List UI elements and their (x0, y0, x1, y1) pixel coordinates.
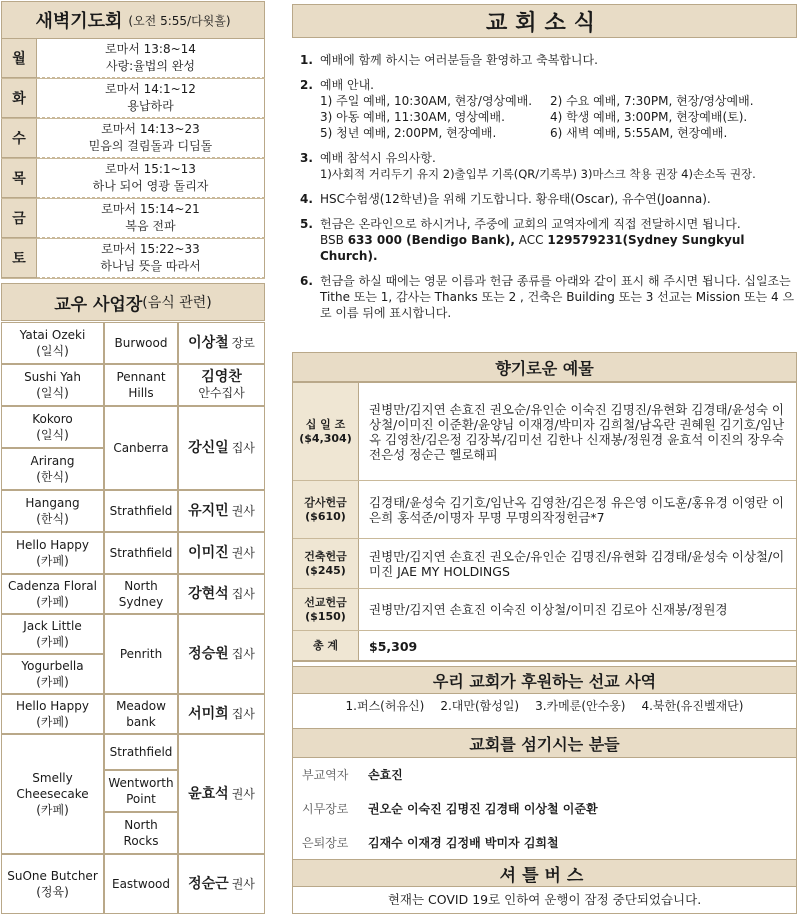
dawn-day: 화 (1, 79, 37, 118)
owner-name: 정순근 (188, 876, 229, 892)
shop-type: (카페) (36, 675, 69, 689)
church-news-title: 교회소식 (485, 10, 603, 36)
dawn-row (1, 79, 265, 119)
dawn-theme: 사랑:율법의 완성 (105, 59, 195, 73)
shop-cell (1, 448, 104, 490)
offering-table (292, 382, 797, 662)
news-text: 헌금은 온라인으로 하시거나, 주중에 교회의 교역자에게 직접 전달하시면 됩니다. (320, 217, 741, 231)
offering-type: 십 일 조 (305, 417, 346, 431)
servant-row (302, 800, 598, 817)
shuttle-header (292, 859, 797, 887)
dawn-ref: 로마서 14:1~12 (105, 82, 196, 96)
servant-role: 시무장로 (302, 802, 349, 816)
servant-role: 은퇴장로 (302, 836, 349, 850)
shop-type: (카페) (36, 803, 69, 817)
owner-cell (178, 734, 265, 854)
servant-names: 손효진 (368, 768, 403, 782)
shop-type: (카페) (36, 635, 69, 649)
dawn-row (1, 39, 265, 79)
owner-name: 강현석 (188, 586, 229, 602)
owner-cell (178, 364, 265, 406)
owner-cell (178, 406, 265, 490)
dawn-day: 금 (1, 199, 37, 238)
offering-type: 건축헌금 (304, 549, 347, 563)
shop-type: (카페) (36, 595, 69, 609)
shop-type: (일식) (36, 344, 69, 358)
dawn-reading (37, 79, 265, 118)
dawn-reading (37, 119, 265, 158)
owner-title: 권사 (231, 546, 255, 560)
church-news-header (292, 4, 797, 38)
news-item (300, 150, 795, 182)
owner-title: 집사 (231, 587, 255, 601)
shop-name: Arirang (30, 454, 75, 468)
dawn-row (1, 119, 265, 159)
right-column (292, 4, 797, 914)
news-text: 예배 참석시 유의사항. (320, 151, 436, 165)
servants-title: 교회를 섬기시는 분들 (469, 734, 620, 754)
service-entry: 1) 주일 예배, 10:30AM, 현장/영상예배. (320, 94, 533, 108)
offering-label (293, 631, 359, 661)
offering-names: 김경태/윤성숙 김기호/임난옥 김영찬/김은정 유은영 이도훈/홍유경 이영란 이은희 홍석준/이명자 무명 무명의작정헌금*7 (369, 494, 785, 525)
offering-row (293, 481, 796, 539)
shop-type: (한식) (36, 512, 69, 526)
mission-item: 1.퍼스(허유신) (345, 699, 425, 713)
shop-cell (1, 694, 104, 734)
location-cell: Pennant Hills (104, 364, 178, 406)
shop-name: Cadenza Floral (7, 579, 97, 593)
shop-name: SuOne Butcher (7, 869, 98, 883)
location-cell: Strathfield (104, 490, 178, 532)
news-number: 2. (300, 78, 313, 92)
bank-account: 129579231(Sydney Sungkyul Church). (320, 233, 745, 263)
shop-name: Hangang (25, 496, 80, 510)
owner-name: 정승원 (188, 646, 229, 662)
mission-list (292, 697, 797, 714)
owner-name: 이상철 (188, 335, 229, 351)
owner-title: 권사 (231, 787, 255, 801)
shop-cell (1, 406, 104, 448)
dawn-theme: 복음 전파 (125, 219, 176, 233)
business-header (1, 283, 265, 321)
news-number: 3. (300, 151, 313, 165)
dawn-ref: 로마서 15:1~13 (105, 162, 196, 176)
offering-amount: ($245) (305, 563, 346, 577)
offering-names: 권병만/김지연 손효진 권오순/유인순 김명진/유현화 김경태/윤성숙 이상철/이미진 JAE MY HOLDINGS (369, 548, 785, 579)
business-subtitle: (음식 관련) (142, 295, 212, 311)
dawn-row (1, 239, 265, 279)
shuttle-title: 셔틀버스 (499, 865, 590, 886)
dawn-theme: 하나님 뜻을 따라서 (100, 259, 201, 273)
shop-cell (1, 364, 104, 406)
shop-type: (일식) (36, 386, 69, 400)
shuttle-notice: 현재는 COVID 19로 인하여 운행이 잠정 중단되었습니다. (387, 892, 702, 907)
owner-cell (178, 490, 265, 532)
service-entry: 6) 새벽 예배, 5:55AM, 현장예배. (550, 126, 728, 140)
offering-label (293, 481, 359, 538)
owner-title: 안수집사 (198, 386, 245, 400)
shop-type: (한식) (36, 470, 69, 484)
offering-row (293, 631, 796, 661)
offering-header (292, 352, 797, 382)
dawn-reading (37, 239, 265, 278)
owner-name: 윤효석 (188, 786, 229, 802)
owner-title: 권사 (231, 877, 255, 891)
shop-name: Jack Little (23, 619, 82, 633)
location-cell: Penrith (104, 614, 178, 694)
news-item (300, 191, 795, 207)
news-number: 6. (300, 274, 313, 288)
dawn-row (1, 199, 265, 239)
location-cell: Strathfield (104, 532, 178, 574)
service-entry: 3) 아동 예배, 11:30AM, 영상예배. (320, 110, 505, 124)
news-item (300, 273, 795, 321)
shop-name: Sushi Yah (24, 370, 81, 384)
offering-title: 향기로운 예물 (495, 358, 594, 378)
shop-cell (1, 734, 104, 854)
offering-label (293, 539, 359, 588)
bank-details (320, 232, 795, 264)
service-schedule (320, 93, 795, 141)
shop-cell (1, 614, 104, 654)
dawn-day: 토 (1, 239, 37, 278)
owner-title: 집사 (231, 707, 255, 721)
dawn-ref: 로마서 13:8~14 (105, 42, 196, 56)
location-cell: Canberra (104, 406, 178, 490)
shop-cell (1, 854, 104, 914)
offering-amount: ($4,304) (299, 431, 352, 445)
location-cell: North Rocks (104, 812, 178, 854)
owner-title: 장로 (231, 336, 255, 350)
news-item (300, 52, 795, 68)
news-item (300, 77, 795, 141)
news-text: 예배 안내. (320, 78, 374, 92)
shop-name: Hello Happy (16, 699, 89, 713)
offering-total: $5,309 (369, 638, 418, 654)
shop-cell (1, 574, 104, 614)
caution-list: 1)사회적 거리두기 유지 2)출입부 기록(QR/기록부) 3)마스크 착용 권장 4)손소독 권장. (320, 167, 756, 181)
owner-cell (178, 694, 265, 734)
servant-row (302, 766, 403, 783)
location-cell: Burwood (104, 322, 178, 364)
shop-cell (1, 322, 104, 364)
offering-names: 권병만/김지연 손효진 권오순/유인순 이숙진 김명진/유현화 김경태/윤성숙 이상철/이미진 이준환/윤양님 이재경/박미자 김희철/남옥란 권혜원 김기호/임난옥 김영찬/김은정 김장복/김미선 김한나 신재봉/정원경 윤효석 이진의 장우숙 전은성 정순근 헬로해피 (369, 401, 785, 462)
mission-item: 4.북한(유진벨재단) (641, 699, 744, 713)
service-entry: 5) 청년 예배, 2:00PM, 현장예배. (320, 126, 497, 140)
owner-title: 집사 (231, 647, 255, 661)
owner-name: 유지민 (188, 503, 229, 519)
dawn-day: 월 (1, 39, 37, 78)
shop-type: (카페) (36, 715, 69, 729)
bank-acc-label: ACC (514, 233, 548, 247)
owner-cell (178, 574, 265, 614)
location-cell: Wentworth Point (104, 770, 178, 812)
mission-item: 2.대만(함성일) (440, 699, 520, 713)
dawn-theme: 하나 되어 영광 돌리자 (92, 179, 209, 193)
dawn-prayer-table (1, 39, 265, 279)
owner-name: 이미진 (188, 545, 229, 561)
shop-cell (1, 532, 104, 574)
offering-amount: ($610) (305, 509, 346, 523)
servant-role: 부교역자 (302, 768, 349, 782)
news-item (300, 216, 795, 264)
servant-names: 권오순 이숙진 김명진 김경태 이상철 이준환 (368, 802, 598, 816)
owner-cell (178, 322, 265, 364)
dawn-ref: 로마서 14:13~23 (101, 122, 200, 136)
servant-row (302, 834, 559, 851)
shop-name: Kokoro (32, 412, 73, 426)
shop-type: (카페) (36, 554, 69, 568)
shop-cell (1, 490, 104, 532)
offering-row (293, 589, 796, 631)
shop-type: (정육) (36, 885, 69, 899)
dawn-reading (37, 159, 265, 198)
left-column (1, 1, 265, 915)
shop-name: Yatai Ozeki (19, 328, 86, 342)
dawn-theme: 용납하라 (127, 99, 174, 113)
offering-names: 권병만/김지연 손효진 이숙진 이상철/이미진 김로아 신재봉/정원경 (369, 602, 728, 617)
shop-cell (1, 654, 104, 694)
shop-type: (일식) (36, 428, 69, 442)
service-entry: 4) 학생 예배, 3:00PM, 현장예배(토). (550, 110, 748, 124)
owner-name: 김영찬 (201, 369, 242, 385)
dawn-prayer-title: 새벽기도회 (35, 11, 123, 32)
news-number: 4. (300, 192, 313, 206)
news-number: 1. (300, 53, 313, 67)
mission-title: 우리 교회가 후원하는 선교 사역 (432, 671, 657, 691)
location-cell: Strathfield (104, 734, 178, 770)
news-number: 5. (300, 217, 313, 231)
offering-label (293, 383, 359, 480)
mission-item: 3.카메룬(안수웅) (535, 699, 626, 713)
dawn-ref: 로마서 15:14~21 (101, 202, 200, 216)
dawn-ref: 로마서 15:22~33 (101, 242, 200, 256)
offering-amount: ($150) (305, 609, 346, 623)
dawn-prayer-header (1, 1, 265, 39)
bank-prefix: BSB (320, 233, 348, 247)
owner-name: 서미희 (188, 706, 229, 722)
service-entry: 2) 수요 예배, 7:30PM, 현장/영상예배. (550, 94, 754, 108)
owner-name: 강신일 (188, 440, 229, 456)
business-title: 교우 사업장 (54, 294, 143, 315)
offering-row (293, 383, 796, 481)
dawn-theme: 믿음의 걸림돌과 디딤돌 (88, 139, 213, 153)
news-text: 헌금을 하실 때에는 영문 이름과 헌금 종류를 아래와 같이 표시 해 주시면 됩니다. 십일조는 Tithe 또는 1, 감사는 Thanks 또는 2 , 건축은 Building 또는 3 선교는 Mission 또는 4 으로 이름 뒤에 표시합니다. (320, 274, 795, 320)
news-text: 예배에 함께 하시는 여러분들을 환영하고 축복합니다. (320, 53, 598, 67)
mission-header (292, 666, 797, 694)
owner-title: 집사 (231, 441, 255, 455)
dawn-day: 목 (1, 159, 37, 198)
shop-name: Yogurbella (21, 659, 84, 673)
offering-type: 총 계 (312, 639, 339, 652)
servants-header (292, 728, 797, 758)
servant-names: 김재수 이재경 김정배 박미자 김희철 (368, 836, 559, 850)
owner-title: 권사 (231, 504, 255, 518)
dawn-prayer-subtitle: (오전 5:55/다윗홀) (128, 13, 231, 28)
offering-type: 감사헌금 (304, 495, 347, 509)
shop-name: Smelly Cheesecake (16, 771, 89, 801)
dawn-day: 수 (1, 119, 37, 158)
dawn-row (1, 159, 265, 199)
owner-cell (178, 854, 265, 914)
shop-name: Hello Happy (16, 538, 89, 552)
offering-row (293, 539, 796, 589)
owner-cell (178, 532, 265, 574)
news-text: HSC수험생(12학년)을 위해 기도합니다. 황유태(Oscar), 유수연(Joanna). (320, 192, 711, 206)
bank-bsb: 633 000 (Bendigo Bank), (347, 233, 515, 247)
offering-type: 선교헌금 (304, 595, 347, 609)
dawn-reading (37, 199, 265, 238)
location-cell: North Sydney (104, 574, 178, 614)
church-news-list (292, 38, 797, 321)
dawn-reading (37, 39, 265, 78)
owner-cell (178, 614, 265, 694)
offering-label (293, 589, 359, 630)
location-cell: Meadow bank (104, 694, 178, 734)
location-cell: Eastwood (104, 854, 178, 914)
